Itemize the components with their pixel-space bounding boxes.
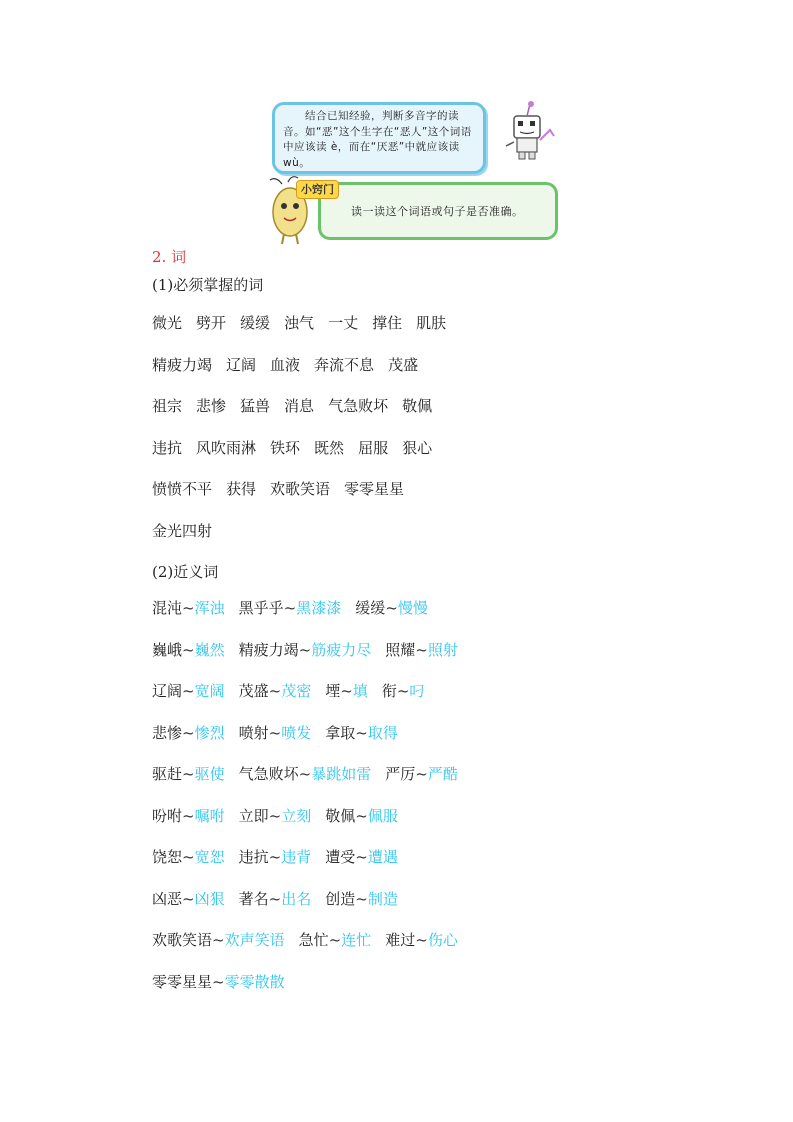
synonym-pair	[325, 682, 368, 700]
word: 撑住	[372, 314, 403, 332]
tilde-separator: ~	[355, 889, 368, 908]
tilde-separator: ~	[212, 931, 225, 949]
word: 欢歌笑语	[270, 480, 331, 498]
synonym-word: 遭遇	[367, 848, 398, 866]
word: 消息	[284, 397, 315, 415]
synonym-row	[152, 969, 752, 1011]
base-word: 喷射	[238, 723, 269, 742]
tilde-separator: ~	[385, 599, 398, 617]
synonym-pair	[152, 765, 225, 783]
word: 奔流不息	[314, 355, 375, 374]
synonym-word: 喷发	[281, 723, 312, 742]
word-row	[152, 393, 752, 435]
base-word: 难过	[385, 931, 416, 949]
tilde-separator: ~	[268, 848, 282, 866]
word: 屈服	[358, 438, 389, 457]
tilde-separator: ~	[415, 931, 428, 949]
base-word: 零零星星	[152, 972, 213, 991]
synonym-pair	[239, 599, 342, 617]
word: 茂盛	[388, 355, 419, 374]
tilde-separator: ~	[283, 599, 297, 617]
synonym-word: 黑漆漆	[296, 599, 342, 617]
word: 获得	[226, 480, 257, 498]
base-word: 精疲力竭	[238, 640, 299, 659]
tip-label: 小窍门	[296, 180, 339, 199]
section-title: 2. 词	[152, 248, 187, 266]
word: 微光	[152, 314, 183, 332]
tilde-separator: ~	[182, 723, 195, 742]
synonyms-list	[152, 595, 752, 1010]
base-word: 遭受	[325, 848, 356, 866]
synonym-pair	[355, 599, 428, 617]
synonym-word: 惨烈	[194, 723, 225, 742]
synonym-row	[152, 637, 752, 679]
word: 愤愤不平	[152, 480, 213, 498]
synonym-word: 宽恕	[194, 848, 225, 866]
synonym-pair	[152, 807, 225, 825]
synonym-pair	[325, 890, 398, 908]
word: 气急败坏	[328, 397, 389, 415]
base-word: 堙	[325, 682, 341, 700]
tilde-separator: ~	[298, 640, 312, 659]
base-word: 凶恶	[152, 889, 183, 908]
synonym-word: 慢慢	[397, 599, 428, 617]
synonym-row	[152, 678, 752, 720]
base-word: 黑乎乎	[238, 599, 284, 617]
synonym-pair	[152, 931, 285, 949]
tip-bubble	[318, 182, 558, 240]
word: 血液	[270, 355, 301, 374]
synonym-word: 嘱咐	[194, 806, 225, 825]
base-word: 缓缓	[355, 599, 386, 617]
synonym-pair	[239, 848, 312, 866]
word: 既然	[314, 438, 345, 457]
synonym-word: 佩服	[367, 806, 398, 825]
tilde-separator: ~	[182, 599, 195, 617]
base-word: 巍峨	[152, 640, 183, 659]
robot-icon	[500, 100, 560, 162]
word: 敬佩	[402, 397, 433, 415]
synonym-pair	[152, 599, 225, 617]
base-word: 混沌	[152, 599, 183, 617]
synonym-word: 茂密	[281, 682, 312, 700]
synonym-pair	[152, 890, 225, 908]
synonym-row	[152, 803, 752, 845]
synonym-pair	[239, 807, 312, 825]
tip-text: 读一读这个词语或句子是否准确。	[351, 205, 524, 218]
tilde-separator: ~	[396, 682, 410, 700]
tilde-separator: ~	[415, 765, 428, 783]
word: 浊气	[284, 314, 315, 332]
synonym-word: 制造	[367, 889, 398, 908]
word: 辽阔	[226, 355, 257, 374]
base-word: 照耀	[385, 640, 416, 659]
base-word: 著名	[238, 889, 269, 908]
base-word: 悲惨	[152, 723, 183, 742]
synonym-word: 严酷	[427, 765, 458, 783]
hint-text: 结合已知经验，判断多音字的读音。如“恶”这个生字在“恶人”这个词语中应该读 è，而在“厌恶”中就应该读 wù。	[283, 110, 472, 169]
tilde-separator: ~	[182, 765, 195, 783]
synonym-pair	[239, 724, 312, 742]
word: 劈开	[196, 314, 227, 332]
word: 祖宗	[152, 397, 183, 415]
synonym-pair	[325, 848, 398, 866]
synonym-word: 填	[352, 682, 368, 700]
synonym-pair	[385, 931, 458, 949]
synonym-pair	[299, 931, 372, 949]
vocabulary-section	[152, 246, 752, 1010]
synonyms-heading: (2)近义词	[152, 563, 219, 581]
tilde-separator: ~	[340, 682, 353, 700]
tilde-separator: ~	[355, 848, 368, 866]
word-row	[152, 476, 752, 518]
tilde-separator: ~	[355, 806, 368, 825]
tilde-separator: ~	[415, 640, 428, 659]
base-word: 欢歌笑语	[152, 931, 213, 949]
synonym-pair	[239, 890, 312, 908]
base-word: 茂盛	[238, 682, 269, 700]
base-word: 拿取	[325, 723, 356, 742]
tilde-separator: ~	[182, 682, 195, 700]
synonym-row	[152, 927, 752, 969]
word-row	[152, 518, 752, 560]
base-word: 吩咐	[152, 806, 183, 825]
synonym-pair	[325, 724, 398, 742]
must-know-list	[152, 310, 752, 559]
tilde-separator: ~	[212, 972, 225, 991]
synonym-pair	[152, 848, 225, 866]
synonym-word: 照射	[427, 640, 458, 659]
word: 狠心	[402, 438, 433, 457]
base-word: 违抗	[238, 848, 269, 866]
word: 缓缓	[240, 314, 271, 332]
word: 铁环	[270, 438, 301, 457]
synonym-word: 伤心	[427, 931, 458, 949]
base-word: 辽阔	[152, 682, 183, 700]
word: 零零星星	[344, 480, 405, 498]
synonym-pair	[152, 724, 225, 742]
synonym-word: 欢声笑语	[224, 931, 285, 949]
word: 一丈	[328, 314, 359, 332]
synonym-word: 出名	[281, 889, 312, 908]
tilde-separator: ~	[298, 765, 312, 783]
synonym-word: 零零散散	[224, 972, 285, 991]
synonym-word: 凶狠	[194, 889, 225, 908]
base-word: 创造	[325, 889, 356, 908]
synonym-pair	[385, 765, 458, 783]
tilde-separator: ~	[328, 931, 342, 949]
word-row	[152, 352, 752, 394]
synonym-pair	[239, 641, 372, 659]
synonym-word: 违背	[281, 848, 312, 866]
synonym-row	[152, 886, 752, 928]
tilde-separator: ~	[182, 848, 195, 866]
synonym-row	[152, 720, 752, 762]
synonym-pair	[152, 641, 225, 659]
tilde-separator: ~	[268, 889, 282, 908]
word: 精疲力竭	[152, 355, 213, 374]
synonym-word: 叼	[409, 682, 425, 700]
word: 肌肤	[416, 314, 447, 332]
synonym-word: 连忙	[341, 931, 372, 949]
word: 猛兽	[240, 397, 271, 415]
word: 悲惨	[196, 397, 227, 415]
tilde-separator: ~	[182, 640, 195, 659]
synonym-pair	[382, 682, 425, 700]
word-row	[152, 310, 752, 352]
synonym-pair	[152, 682, 225, 700]
word: 风吹雨淋	[196, 438, 257, 457]
synonym-word: 立刻	[281, 806, 312, 825]
synonym-word: 驱使	[194, 765, 225, 783]
base-word: 驱赶	[152, 765, 183, 783]
synonym-pair	[239, 765, 372, 783]
synonym-word: 暴跳如雷	[311, 765, 372, 783]
base-word: 饶恕	[152, 848, 183, 866]
synonym-word: 宽阔	[194, 682, 225, 700]
tilde-separator: ~	[268, 806, 282, 825]
synonym-row	[152, 844, 752, 886]
base-word: 立即	[238, 806, 269, 825]
tilde-separator: ~	[182, 806, 195, 825]
base-word: 衔	[381, 682, 397, 700]
tilde-separator: ~	[268, 682, 282, 700]
word: 金光四射	[152, 521, 213, 540]
synonym-word: 巍然	[194, 640, 225, 659]
base-word: 急忙	[298, 931, 329, 949]
base-word: 敬佩	[325, 806, 356, 825]
tilde-separator: ~	[355, 723, 368, 742]
must-know-heading: (1)必须掌握的词	[152, 276, 264, 294]
synonym-word: 取得	[367, 723, 398, 742]
word: 违抗	[152, 438, 183, 457]
synonym-pair	[385, 641, 458, 659]
synonym-word: 筋疲力尽	[311, 640, 372, 659]
hint-speech-bubble	[272, 102, 486, 174]
base-word: 严厉	[385, 765, 416, 783]
synonym-pair	[152, 973, 285, 991]
synonym-pair	[239, 682, 312, 700]
synonym-pair	[325, 807, 398, 825]
synonym-row	[152, 595, 752, 637]
synonym-word: 浑浊	[194, 599, 225, 617]
tilde-separator: ~	[182, 889, 195, 908]
word-row	[152, 435, 752, 477]
tilde-separator: ~	[268, 723, 282, 742]
synonym-row	[152, 761, 752, 803]
base-word: 气急败坏	[238, 765, 299, 783]
